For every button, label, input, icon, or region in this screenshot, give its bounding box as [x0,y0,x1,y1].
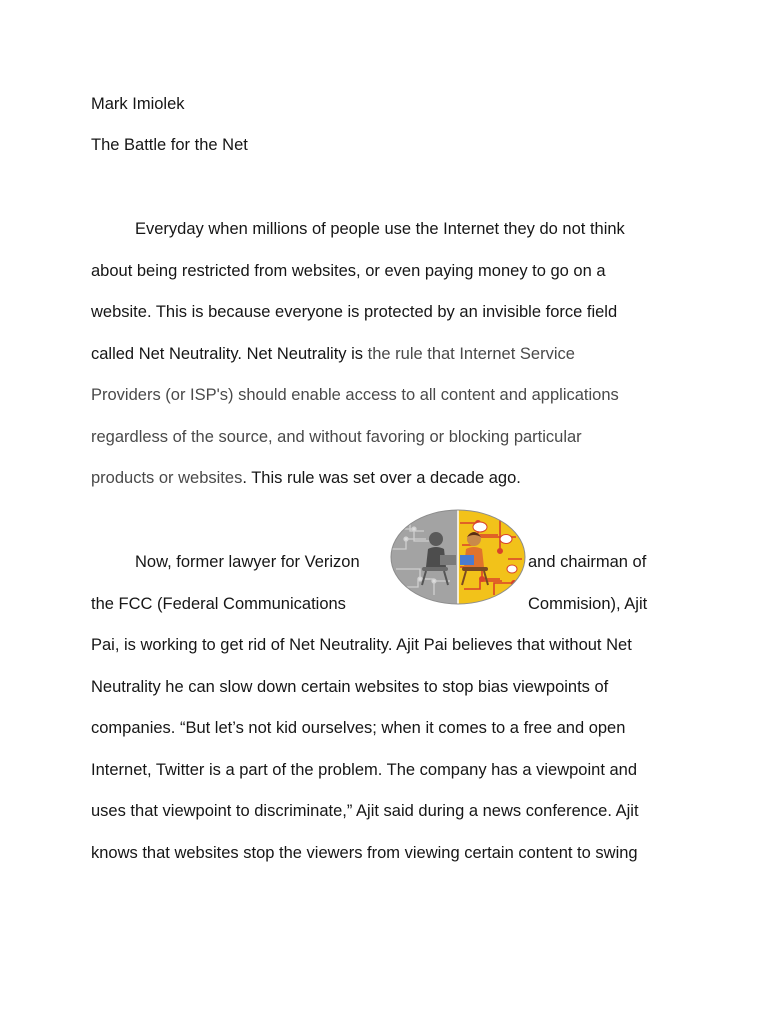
paragraph-2-line-7: uses that viewpoint to discriminate,” Ajit said during a news conference. Ajit [91,802,639,820]
author-name: Mark Imiolek [91,95,185,113]
paragraph-2-line-4: Neutrality he can slow down certain websites to stop bias viewpoints of [91,678,609,696]
paragraph-1-line-1: Everyday when millions of people use the Internet they do not think [135,220,625,238]
paragraph-2-line-5: companies. “But let’s not kid ourselves; when it comes to a free and open [91,719,626,737]
paragraph-2-line-1-right: and chairman of [528,553,647,571]
essay-title: The Battle for the Net [91,136,248,154]
quoted-definition-start: the rule that Internet Service [367,345,575,363]
paragraph-1-line-4-text: called Net Neutrality. Net Neutrality is [91,345,368,363]
paragraph-2-line-2-left: the FCC (Federal Communications [91,595,346,613]
paragraph-1-line-7 [91,468,521,488]
paragraph-1-line-7-text: . This rule was set over a decade ago. [242,469,521,487]
paragraph-2-line-1-left: Now, former lawyer for Verizon [135,553,360,571]
paragraph-2-line-2-right: Commision), Ajit [528,595,648,613]
paragraph-1-line-3: website. This is because everyone is protected by an invisible force field [91,303,618,321]
paragraph-2-line-6: Internet, Twitter is a part of the problem. The company has a viewpoint and [91,761,638,779]
paragraph-1-line-2: about being restricted from websites, or even paying money to go on a [91,262,606,280]
paragraph-1-line-6: regardless of the source, and without favoring or blocking particular [91,428,582,446]
paragraph-2-line-8: knows that websites stop the viewers from viewing certain content to swing [91,844,638,862]
net-neutrality-illustration-icon [390,509,526,605]
paragraph-2-line-3: Pai, is working to get rid of Net Neutrality. Ajit Pai believes that without Net [91,636,632,654]
paragraph-1-line-4 [91,344,575,364]
quoted-definition-end: products or websites [91,469,243,487]
paragraph-1-line-5: Providers (or ISP's) should enable access to all content and applications [91,386,619,404]
